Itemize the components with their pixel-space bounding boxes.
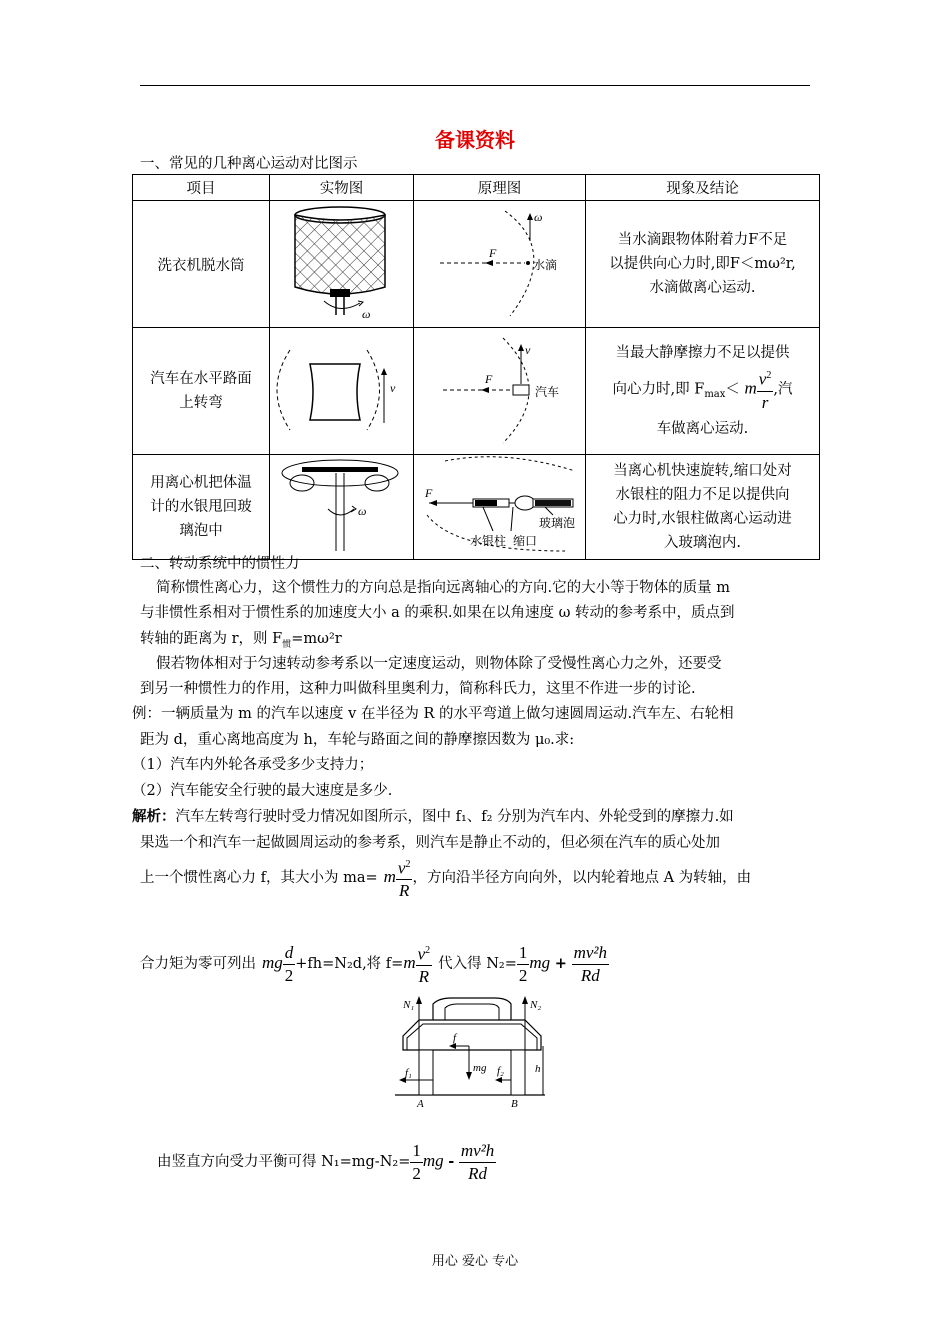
table-row — [133, 201, 820, 328]
row3-item-l2: 计的水银甩回玻 — [150, 499, 252, 515]
table-header-row — [133, 175, 820, 201]
fig-f: f — [453, 1032, 457, 1044]
question-1: （1）汽车内外轮各承受多少支持力； — [132, 757, 374, 773]
row2-principle — [414, 328, 586, 455]
row2-item-l1: 汽车在水平路面 — [150, 371, 252, 387]
row2-formula-coef: m — [744, 378, 757, 398]
row1-force: F — [488, 246, 496, 260]
table-row — [133, 328, 820, 455]
row2-photo-v: v — [389, 381, 395, 395]
row2-formula-den: r — [761, 392, 769, 412]
row2-item-l2: 上转弯 — [179, 395, 223, 411]
paragraph-2-cont — [140, 677, 812, 703]
row2-object: 汽车 — [534, 385, 559, 399]
row3-conclusion-l4: 入玻璃泡内. — [663, 535, 742, 551]
table-row — [133, 455, 820, 560]
comparison-table — [132, 174, 820, 560]
row3-conclusion-l2: 水银柱的阻力不足以提供向 — [615, 487, 790, 503]
fig-h: h — [535, 1063, 541, 1075]
fig-f1: f₁ — [405, 1067, 412, 1079]
example — [132, 702, 812, 856]
paragraph-1-cont — [140, 601, 812, 658]
header-photo: 实物图 — [270, 175, 414, 201]
example-line1: 例：一辆质量为 m 的汽车以速度 v 在半径为 R 的水平弯道上做匀速圆周运动.汽车左、右轮相 — [132, 706, 734, 722]
page-title: 备课资料 — [435, 128, 515, 152]
header-item: 项目 — [133, 175, 270, 201]
row2-conclusion-l1: 当最大静摩擦力不足以提供 — [615, 344, 790, 361]
p2-line2: 到另一种惯性力的作用，这种力叫做科里奥利力，简称科氏力，这里不作进一步的讨论. — [140, 681, 696, 697]
fig-mg: mg — [473, 1062, 487, 1074]
row1-item: 洗衣机脱水筒 — [133, 201, 270, 328]
p2-line1: 假若物体相对于匀速转动参考系以一定速度运动，则物体除了受慢性离心力之外，还要受 — [156, 656, 722, 672]
final-equation: 由竖直方向受力平衡可得 N₁=mg-N₂= $\frac{1}{2}$ mg - $\frac{\text{mv²h}}{Rd}$ — [157, 1140, 495, 1183]
formula-mv2-over-R-2: $\frac{v^2}{R}$ — [416, 940, 433, 989]
row2-conclusion-l2: 向心力时,即 F — [612, 381, 705, 398]
formula-mv2-over-R: $\frac{v^2}{R}$ — [396, 854, 413, 903]
row2-conclusion — [586, 328, 820, 455]
row2-conclusion-lt: ＜ — [725, 381, 740, 398]
header-rule — [140, 85, 810, 86]
formula-mv2h-over-Rd: $\frac{\text{mv²h}}{Rd}$ — [573, 942, 607, 985]
row3-conclusion-l3: 心力时,水银柱做离心运动进 — [613, 511, 792, 527]
p1-line3: 转轴的距离为 r，则 $F_惯=m\omega^2r$ — [140, 630, 342, 650]
row3-bulb: 玻璃泡 — [538, 516, 575, 530]
section-heading-1: 一、常见的几种离心运动对比图示 — [140, 156, 358, 172]
row1-conclusion-l2: 以提供向心力时,即F＜mω²r, — [609, 256, 796, 272]
row1-object: 水滴 — [532, 258, 557, 272]
row3-omega: ω — [357, 504, 366, 518]
row3-photo — [270, 455, 414, 560]
fig-N1: N₁ — [403, 999, 415, 1011]
row1-conclusion-l1: 当水滴跟物体附着力F不足 — [617, 232, 788, 248]
formula-d-over-2: $\frac{d}{2}$ — [284, 942, 294, 985]
thermometer-diagram — [415, 455, 585, 555]
row2-formula-frac — [757, 365, 774, 414]
analysis-line4: 合力矩为零可列出 mg $\frac{d}{2}$ +fh=N₂d,将 f=m $\frac{v^2}{R}$ 代入得 N₂= $\frac{1}{2}$ mg + $\frac{\text{mv²h}}{Rd}$ — [140, 938, 609, 989]
car-force-figure — [395, 994, 555, 1110]
row3-item-l3: 璃泡中 — [179, 523, 223, 539]
row2-photo — [270, 328, 414, 455]
analysis-line2: 果选一个和汽车一起做圆周运动的参考系，则汽车是静止不动的，但必须在汽车的质心处加 — [140, 834, 720, 851]
row1-conclusion-l3: 水滴做离心运动. — [649, 280, 756, 296]
fig-f2: f₂ — [497, 1065, 504, 1077]
row3-principle — [414, 455, 586, 560]
row3-conclusion — [586, 455, 820, 560]
row3-item-l1: 用离心机把体温 — [150, 475, 252, 491]
section-heading-2: 二、转动系统中的惯性力 — [140, 556, 300, 572]
paragraph-2 — [140, 652, 812, 678]
header-conclusion: 现象及结论 — [586, 175, 820, 201]
row2-item — [133, 328, 270, 455]
paragraph-1 — [140, 576, 812, 602]
row1-principle — [414, 201, 586, 328]
fig-B: B — [511, 1098, 518, 1110]
final-half: $\frac{1}{2}$ — [412, 1140, 421, 1183]
header-principle: 原理图 — [414, 175, 586, 201]
centrifuge-photo — [272, 455, 412, 555]
row2-conclusion-end: ,汽 — [773, 381, 793, 398]
example-line2: 距为 d，重心离地高度为 h，车轮与路面之间的静摩擦因数为 μ₀.求: — [140, 731, 575, 748]
row2-conclusion-sub: max — [704, 389, 726, 401]
row3-neck: 缩口 — [512, 534, 537, 548]
question-2: （2）汽车能安全行驶的最大速度是多少. — [132, 782, 393, 799]
water-drop-diagram — [415, 201, 585, 323]
row2-formula-exp: 2 — [766, 369, 772, 381]
p1-line2: 与非惯性系相对于惯性系的加速度大小 a 的乘积.如果在以角速度 ω 转动的参考系中，质点到 — [140, 605, 735, 621]
car-turn-photo — [272, 328, 412, 450]
row2-conclusion-l3: 车做离心运动. — [656, 421, 749, 438]
formula-half: $\frac{1}{2}$ — [518, 942, 528, 985]
row1-photo — [270, 201, 414, 328]
row2-force: F — [484, 372, 492, 386]
row1-omega: ω — [533, 210, 542, 224]
page-footer: 用心 爱心 专心 — [431, 1254, 519, 1269]
fig-N2: N₂ — [530, 999, 542, 1011]
row1-photo-omega: ω — [361, 307, 370, 321]
row2-formula-num: v — [758, 369, 767, 389]
analysis-line1: 解析：汽车左转弯行驶时受力情况如图所示，图中 f₁、f₂ 分别为汽车内、外轮受到的摩擦力.如 — [132, 808, 734, 825]
final-mv2h-over-Rd: $\frac{\text{mv²h}}{Rd}$ — [460, 1140, 495, 1183]
row3-item — [133, 455, 270, 560]
row2-v: v — [524, 343, 530, 357]
car-principle-diagram — [415, 328, 585, 450]
row3-column: 水银柱 — [469, 534, 506, 548]
p1-line1: 简称惯性离心力，这个惯性力的方向总是指向远离轴心的方向.它的大小等于物体的质量 m — [156, 580, 730, 596]
analysis-line3: 上一个惯性离心力 f，其大小为 ma= m $\frac{v^2}{R}$ ，方向沿半径方向向外，以内轮着地点 A 为转轴，由 — [140, 852, 751, 912]
fig-A: A — [417, 1098, 424, 1110]
row3-conclusion-l1: 当离心机快速旋转,缩口处对 — [613, 463, 792, 479]
row1-conclusion — [586, 201, 820, 328]
washer-drum-figure — [272, 201, 412, 323]
row3-force: F — [424, 486, 432, 500]
